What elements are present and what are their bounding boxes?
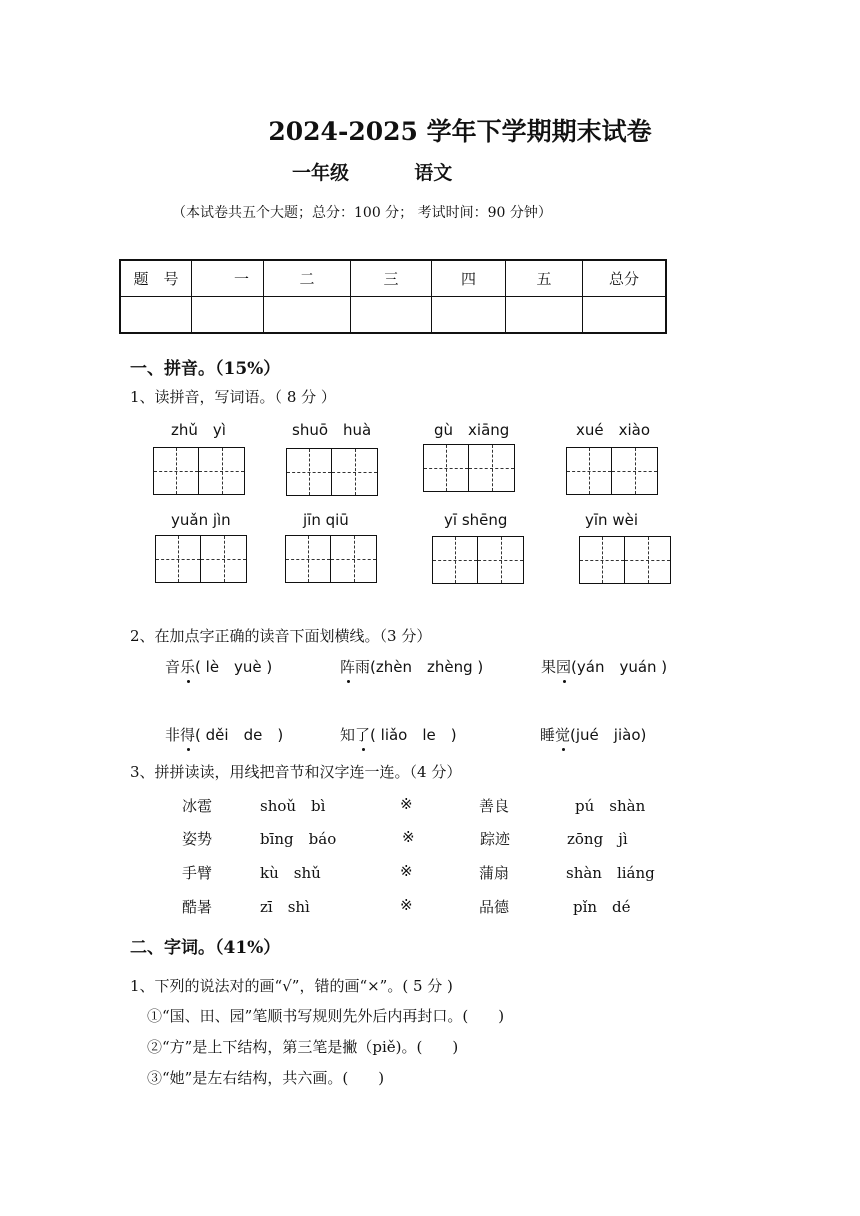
pinyin-word: xué xiào xyxy=(576,421,651,439)
word-char: 雨 xyxy=(355,658,371,676)
pinyin-word: gù xiāng xyxy=(434,421,510,439)
match-pinyin[interactable]: zōng jì xyxy=(567,830,628,848)
true-false-item[interactable]: ②“方”是上下结构，第三笔是撇（piě)。( ) xyxy=(147,1038,459,1056)
score-cell[interactable] xyxy=(351,297,432,334)
pinyin-options[interactable]: (yán yuán ) xyxy=(571,658,668,676)
match-word[interactable]: 品德 xyxy=(479,898,510,916)
writing-grid[interactable] xyxy=(153,447,245,495)
true-false-item[interactable]: ①“国、田、园”笔顺书写规则先外后内再封口。( ) xyxy=(147,1007,505,1025)
score-cell[interactable] xyxy=(264,297,351,334)
score-cell[interactable] xyxy=(120,297,192,334)
grade-label: 一年级 xyxy=(292,162,350,184)
writing-grid[interactable] xyxy=(285,535,377,583)
writing-grid[interactable] xyxy=(432,536,524,584)
section-1-heading: 一、拼音。（15%） xyxy=(130,359,281,379)
writing-grid[interactable] xyxy=(155,535,247,583)
match-mark: ※ xyxy=(400,862,413,880)
match-word[interactable]: 踪迹 xyxy=(480,830,511,848)
match-pinyin[interactable]: kù shǔ xyxy=(260,864,321,882)
writing-grid[interactable] xyxy=(423,444,515,492)
writing-grid[interactable] xyxy=(286,448,378,496)
match-pinyin[interactable]: bīng báo xyxy=(260,830,337,848)
pinyin-options[interactable]: ( děi de ) xyxy=(195,726,284,744)
match-word[interactable]: 酷暑 xyxy=(182,898,213,916)
dotted-char: 阵 xyxy=(340,658,356,676)
score-cell[interactable] xyxy=(432,297,506,334)
subject-label: 语文 xyxy=(414,162,453,184)
dotted-word-item xyxy=(540,724,646,745)
score-header-cell: 五 xyxy=(506,260,583,297)
page-title: 2024-2025 学年下学期期末试卷 xyxy=(268,117,652,146)
pinyin-word: yīn wèi xyxy=(585,511,638,529)
pinyin-word: jīn qiū xyxy=(303,511,349,529)
match-word[interactable]: 手臂 xyxy=(182,864,213,882)
dotted-char: 觉 xyxy=(555,726,571,744)
score-header-cell: 题 号 xyxy=(120,260,192,297)
dotted-char: 得 xyxy=(180,726,196,744)
dotted-word-item xyxy=(165,724,283,745)
score-header-cell: 三 xyxy=(351,260,432,297)
pinyin-word: zhǔ yì xyxy=(171,421,226,439)
question-1-1-label: 1、读拼音，写词语。（ 8 分 ） xyxy=(130,388,336,406)
match-pinyin[interactable]: shàn liáng xyxy=(566,864,655,882)
pinyin-word: yī shēng xyxy=(444,511,508,529)
question-2-1-label: 1、下列的说法对的画“√”，错的画“×”。( 5 分 ) xyxy=(130,977,453,995)
exam-note: （本试卷共五个大题；总分：100 分； 考试时间：90 分钟） xyxy=(172,205,552,221)
match-mark: ※ xyxy=(400,896,413,914)
score-cell[interactable] xyxy=(583,297,667,334)
dotted-char: 了 xyxy=(355,726,371,744)
dotted-char: 园 xyxy=(556,658,572,676)
subtitle xyxy=(292,158,452,185)
score-table xyxy=(119,259,667,334)
match-word[interactable]: 冰雹 xyxy=(182,797,213,815)
score-header-cell: 总分 xyxy=(583,260,667,297)
question-1-2-label: 2、在加点字正确的读音下面划横线。（3 分） xyxy=(130,627,432,645)
match-mark: ※ xyxy=(400,795,413,813)
dotted-word-item xyxy=(340,724,457,745)
score-table-header-row xyxy=(120,260,666,297)
match-pinyin[interactable]: shoǔ bì xyxy=(260,797,326,815)
match-word[interactable]: 姿势 xyxy=(182,830,213,848)
score-header-cell: 二 xyxy=(264,260,351,297)
match-pinyin[interactable]: pǐn dé xyxy=(573,898,631,916)
dotted-word-item xyxy=(541,656,667,677)
score-cell[interactable] xyxy=(506,297,583,334)
match-word[interactable]: 善良 xyxy=(479,797,510,815)
pinyin-word: yuǎn jìn xyxy=(171,511,231,529)
score-header-cell: 一 xyxy=(192,260,264,297)
pinyin-options[interactable]: (jué jiào) xyxy=(570,726,647,744)
dotted-word-item xyxy=(165,656,272,677)
writing-grid[interactable] xyxy=(579,536,671,584)
dotted-char: 乐 xyxy=(180,658,196,676)
section-2-heading: 二、字词。（41%） xyxy=(130,938,281,958)
match-pinyin[interactable]: pú shàn xyxy=(575,797,646,815)
score-header-cell: 四 xyxy=(432,260,506,297)
dotted-word-item xyxy=(340,656,483,677)
word-char: 睡 xyxy=(540,726,556,744)
word-char: 非 xyxy=(165,726,181,744)
true-false-item[interactable]: ③“她”是左右结构，共六画。( ) xyxy=(147,1069,385,1087)
pinyin-word: shuō huà xyxy=(292,421,372,439)
word-char: 音 xyxy=(165,658,181,676)
word-char: 知 xyxy=(340,726,356,744)
score-table-blank-row xyxy=(120,297,666,334)
pinyin-options[interactable]: ( liǎo le ) xyxy=(370,726,457,744)
match-mark: ※ xyxy=(402,828,415,846)
question-1-3-label: 3、拼拼读读，用线把音节和汉字连一连。（4 分） xyxy=(130,763,462,781)
word-char: 果 xyxy=(541,658,557,676)
pinyin-options[interactable]: (zhèn zhèng ) xyxy=(370,658,484,676)
match-word[interactable]: 蒲扇 xyxy=(479,864,510,882)
writing-grid[interactable] xyxy=(566,447,658,495)
score-cell[interactable] xyxy=(192,297,264,334)
match-pinyin[interactable]: zī shì xyxy=(260,898,310,916)
pinyin-options[interactable]: ( lè yuè ) xyxy=(195,658,273,676)
